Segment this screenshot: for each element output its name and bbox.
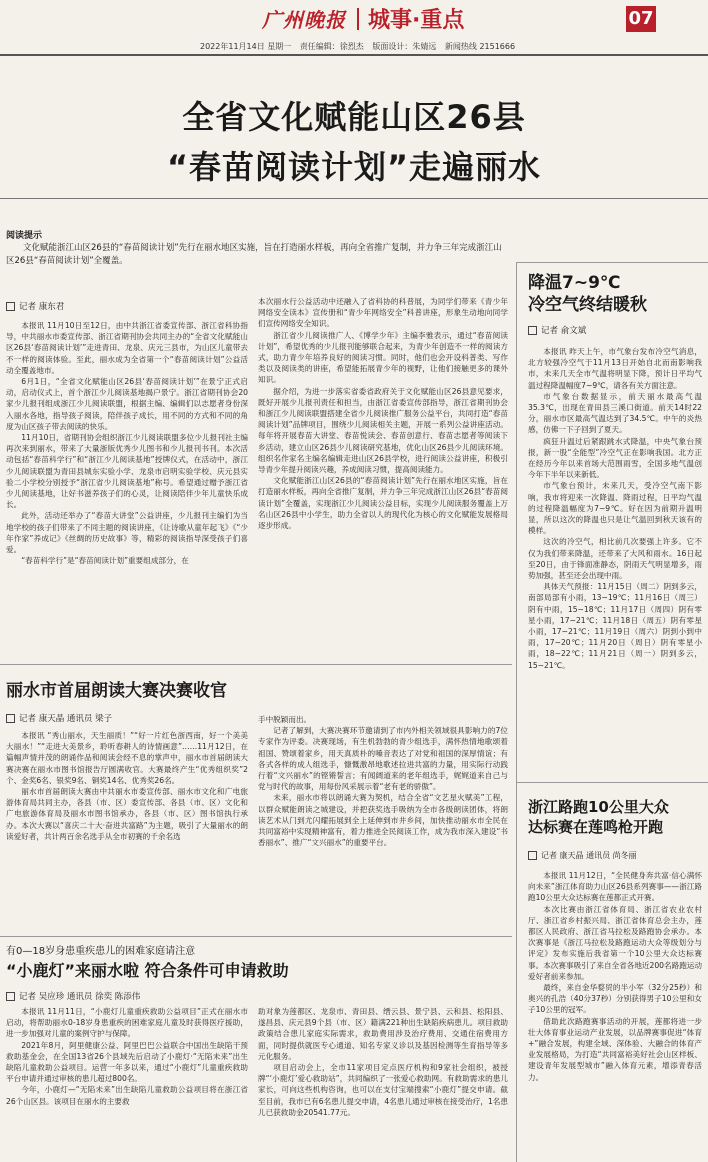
weather-byline-text: 记者 俞文斌: [541, 326, 587, 336]
byline-marker: [6, 714, 15, 723]
paragraph: 市气象台数据显示，前天丽水最高气温35.3℃，出现在青田县三溪口街道。前天14时22分，丽水市区最高气温达到了34.5℃。中午的炎热感，仿佛一下子回到了夏天。: [528, 391, 702, 435]
paragraph: 今年，小鹿灯—“无陷未来”出生缺陷儿童救助公益项目将在浙江省26个山区县。该项目在丽水的主要救: [6, 1085, 248, 1106]
running-title-1: 浙江路跑10公里大众: [528, 798, 669, 816]
weather-byline: [528, 324, 586, 336]
paragraph: 市气象台预计，未来几天，受冷空气南下影响，我市将迎来一次降温、降雨过程，日平均气温的过程降温幅度为7~9℃。好在因为前期升温明显，所以这次的降温也只是让气温回到秋天该有的模样。: [528, 481, 702, 536]
article2-title: 丽水市首届朗读大赛决赛收官: [6, 681, 227, 701]
paragraph: 助对象为莲都区、龙泉市、青田县、缙云县、景宁县、云和县、松阳县、遂昌县、庆元县9个县（市、区）籍满221种出生缺陷疾病患儿。项目救助政策结合患儿家庭实际需求，救助费用涉及治疗费用、交通住宿费用方面，同时提供就医专心通道、知名专家义诊以及基因检测等生育指导等多元化服务。: [258, 1007, 508, 1061]
article2-byline: [6, 712, 112, 724]
intro-text: 文化赋能浙江山区26县的“春苗阅读计划”先行在丽水地区实施，旨在打造丽水样板，再向全省推广复制，并力争三年完成浙江山区26县“春苗阅读计划”全覆盖。: [6, 243, 502, 266]
paragraph: 此外，活动还举办了“春苗大讲堂”公益讲座，少儿报刊主编们为当地学校的孩子们带来了不同主题的阅读讲座，《让诗歌从童年起飞》《“少年作家”养成记》《丝绸的历史故事》等，精彩的阅读指导深受孩子们喜爱。: [6, 511, 248, 555]
paragraph: 最终，来自金华婺贸的半小军（32分25秒）和奥兴的孔浩（40分37秒）分别获得男子10公里和女子10公里的冠军。: [528, 983, 702, 1015]
paragraph: 具体天气预报：11月15日（周二）阴到多云，南部局部有小雨，13~19℃；11月16日（周三）阴有中雨，15~18℃；11月17日（周四）阴有零星小雨，17~21℃；11月18日（周五）阴有零星小雨，17~21℃；11月19日（周六）阴到小到中雨，17~20℃；11月20日（周日）阴有零星小雨，18~22℃；11月21日（周一）阴到多云，15~21℃。: [528, 582, 702, 670]
paragraph: 据介绍，为进一步落实省委省政府关于文化赋能山区26县意见要求，既好开展少儿报刊责任和担当，由浙江省委宣传部指导，浙江省期刊协会和浙江少儿阅读联盟搭建全省少儿阅读推广服务公益平台，共同打造“春苗阅读计划”品牌项目，围绕少儿阅读相关主题，开展一系列公益讲座活动。每年将开展春苗大讲堂、春苗悦读会、春苗创意行、春苗志愿者等阅读下乡活动，建立山区26县少儿阅读研究基地，优化山区26县少儿阅读环境。组织名作家名主编名编辑走进山区26县学校，进行阅读公益讲座，积极引导青少年提升阅读兴趣，养成阅读习惯，提高阅读能力。: [258, 386, 508, 475]
paragraph: 本报讯 11月12日，“全民健身奔共富·信心满怀向未来”浙江体育助力山区26县系列赛事——浙江路跑10公里大众达标赛在莲都正式开赛。: [528, 871, 702, 903]
meta-designer: 版面设计：朱婧远: [372, 42, 437, 51]
article3-byline-text: 记者 吴应珍 通讯员 徐奕 陈添伟: [19, 992, 141, 1002]
article3-kicker: 有0—18岁身患重疾患儿的困难家庭请注意: [6, 946, 196, 957]
article1-byline: [6, 300, 64, 312]
weather-title-2: 冷空气终结暖秋: [528, 295, 647, 315]
paragraph: 手中脱颖而出。: [258, 715, 312, 724]
section-title: 城事·重点: [368, 8, 465, 33]
article3-col1: [6, 1006, 248, 1160]
headline-line2: “春苗阅读计划”走遍丽水: [166, 148, 542, 186]
paragraph: 本报讯 11月10日至12日，由中共浙江省委宣传部、浙江省科协指导，中共丽水市委宣传部、浙江省期刊协会共同主办的“全省文化赋能山区26县‘春苗阅读计划’”走进青田、龙泉、庆元三县市，为山区儿童带去不一样的阅读体验。至此，丽水成为全省第一个“春苗阅读计划”公益活动全覆盖地市。: [6, 321, 248, 375]
headline-rule: [0, 198, 708, 199]
paragraph: 未来，丽水市将以朗诵大赛为契机，结合全省“文艺星火赋美”工程，以群众赋能朗读之城建设，并把获奖选手吸纳为全市各级朗读团体，将朗读艺术从门到尤闪耀拓展到全上延伸到市井乡间，加快推动丽水市全民在共同富裕中实现精神富有，着力推进全民阅读工作，成为我市深入建设“书香丽水”、推广“文兴丽水”的重要平台。: [258, 793, 508, 848]
article3-title: “小鹿灯”来丽水啦 符合条件可申请救助: [6, 961, 289, 980]
article1-col2: [258, 296, 508, 652]
paragraph: 2021年8月，阿里健康公益、阿里巴巴公益联合中国出生缺陷干预救助基金会，在全国13省26个县域先后启动了小鹿灯·“无陷未来”出生缺陷儿童救助公益项目。运营一年多以来，通过“小鹿灯”儿童重疾救助平台申请并通过审核的患儿超过800名。: [6, 1040, 248, 1084]
page-number: 07: [626, 6, 656, 32]
paragraph: 项目启动会上，全市11家项目定点医疗机构和9家社会组织，被授牌“‘小鹿灯’爱心救助站”，共同编织了一张爱心救助网。有救助需求的患儿家长，可向这些机构咨询，也可以在支付宝端搜索“小鹿灯”提交申请。截至目前，我市已有6名患儿提交申请，4名患儿通过审核在接受治疗，1名患儿已获救助金20541.77元。: [258, 1063, 508, 1117]
paragraph: 本报讯 11月11日，“小鹿灯儿童重疾救助公益项目”正式在丽水市启动，将帮助丽水0-18岁身患重疾的困难家庭儿童及时获得医疗援助，进一步加强对儿童的案例守护与保障。: [6, 1007, 248, 1039]
article2-rule: [0, 664, 512, 665]
paragraph: 6月1日，“全省文化赋能山区26县‘春苗阅读计划’”在景宁正式启动，启动仪式上，首个浙江少儿阅读基地揭户景宁。浙江省期刊协会20家少儿报刊组成浙江少儿阅读联盟，根据主编、编辑们以志愿者身份深入丽水各地，指导孩子阅读，陪伴孩子成长，用不同的方式和不同的角度为山区孩子带去阅读的快乐。: [6, 377, 248, 431]
weather-body: [528, 346, 702, 776]
paragraph: 11月10日，省期刊协会组织浙江少儿阅读联盟多位少儿报刊社主编再次来到丽水，带来了大量浙版优秀少儿图书和少儿报刊书刊。本次活动包括“春苗科学行”和“浙江少儿阅读基地”授牌仪式，在活动中，浙江少儿阅读联盟为青田县城东实验小学、龙泉市启明实验学校、庆元县实验二小学校分别授予“浙江省少儿阅读基地”称号。希望通过赠予浙江省少儿阅读基地，让好书滋养孩子们的心灵，让阅读陪伴少年儿童快乐成长。: [6, 433, 248, 510]
paragraph: 本报讯 “秀山丽水，天生丽质！”“好一片红色浙西南，好一个美美大丽水！”“走进大美景乡，聆听春耕人的诗情画意”……11月12日，在篇幅声情并茂的朗诵作品和阅读会经不息的掌声中，丽水市首届朗读大赛决赛在丽水市图书馆报告厅圆满收官。大赛最终产生“优秀组织奖”2个、金奖6名、银奖9名、铜奖14名、优秀奖26名。: [6, 731, 248, 785]
paragraph: 这次的冷空气，相比前几次要强上许多。它不仅为我们带来降温，还带来了大风和雨水。16日起至20日，由于锋面准静态，阴雨天气明显增多，雨势加强，甚至还会出现中雨。: [528, 537, 702, 581]
top-rule: [0, 54, 708, 56]
article3-byline: [6, 990, 140, 1002]
article1-col1: [6, 320, 248, 652]
byline-marker: [6, 302, 15, 311]
byline-marker: [6, 992, 15, 1001]
page-meta: [200, 41, 521, 52]
article3-rule: [0, 936, 512, 937]
meta-editor: 责任编辑：徐烈杰: [299, 42, 364, 51]
right-column-divider: [516, 262, 517, 1162]
paragraph: 疯狂升温过后紧跟跳水式降温，中央气象台预报，新一股“全能型”冷空气正在影响我国。北方正在经历今年以来首场大范围雨雪，全国多地气温创今年下半年以来新低。: [528, 436, 702, 480]
paragraph: 文化赋能浙江山区26县的“春苗阅读计划”先行在丽水地区实施，旨在打造丽水样板，再向全省推广复制，并力争三年完成浙江山区26县“春苗阅读计划”全覆盖，实现浙江少儿阅读公益目标，实现少儿阅读服务覆盖上万名山区26县中小学生，助力全省以人的现代化为核心的文化赋能发展格局逐步形成。: [258, 476, 508, 531]
paragraph: 本次丽水行公益活动中还融入了省科协的科普展，为同学们带来《青少年网络安全读本》宣传册和“青少年网络安全”科普讲座，形象生动地向同学们宣传网络安全知识。: [258, 297, 508, 329]
paragraph: 浙江省少儿阅读推广人、《博学少年》主编李雅表示，通过“春苗阅读计划”，希望优秀的少儿报刊能够联合起来，为青少年创造不一样的阅读方式，助力青少年培养良好的阅读习惯。同时，他们也会开设科普类、写作类以及阅读类的讲座，希望能拓展青少年的视野，让他们接触更多的课外知识。: [258, 330, 508, 385]
headline-line1: 全省文化赋能山区26县: [182, 98, 526, 136]
meta-date: 2022年11月14日 星期一: [200, 42, 292, 51]
byline-marker: [528, 851, 537, 860]
running-byline: [528, 850, 637, 861]
article1-byline-text: 记者 康东君: [19, 302, 65, 312]
running-title-2: 达标赛在莲鸣枪开跑: [528, 818, 664, 836]
paragraph: 记者了解到，大赛决赛环节邀请到了市内外相关领域很具影响力的7位专家作为评委。决赛现场，有生机勃勃的青少组选手，满怀热情地歌颂着祖国、赞颂着家乡，用天真质朴的嗓音表达了对党和祖国的深厚情谊；有各式各样的成人组选手，慷慨激昂地歌述拉进共富的力量，用实际行动践行着“文兴丽水”的铿锵誓言；有闻阔道来的老年组选手，娓娓道来自己与党与时代的故事，用每份风采展示着“老有老的骄傲”。: [258, 726, 508, 792]
paragraph: 本报讯 昨天上午，市气象台发布冷空气消息，北方较强冷空气于11月13日开始自北而南影响我市，未来几天全市气温将明显下降，预计日平均气温过程降温幅度7~9℃，请各有关方面注意。: [528, 347, 702, 390]
intro-label: 阅读提示: [6, 231, 43, 241]
running-body: [528, 870, 702, 1160]
article2-col1: [6, 730, 248, 926]
newspaper-logo: 广州晚报: [262, 8, 346, 32]
running-byline-text: 记者 康天晶 通讯员 尚冬丽: [541, 851, 637, 860]
paragraph: 借助此次路跑赛事活动的开展，莲都将进一步壮大体育事业运动产业发展，以品牌赛事促进“体育+”融合发展，构建全域、深体验、大融合的体育产业发展格局，为打造“共同富裕美好社会山区样板、建设青年发展型城市”融入体育元素，增添青春活力。: [528, 1016, 702, 1082]
weather-title-1: 降温7~9℃: [528, 273, 621, 293]
meta-hotline: 新闻热线 2151666: [444, 42, 516, 51]
running-rule: [516, 782, 708, 783]
paragraph: 丽水市首届朗读大赛由中共丽水市委宣传部、丽水市文化和广电旅游体育局共同主办，各县（市、区）委宣传部、各县（市、区）文化和广电旅游体育局及丽水市图书馆承办，各县（市、区）图书馆执行承办。本次大赛以“喜庆二十大·奋进共富路”为主题，吸引了大量丽水的朗读爱好者，共计两百余名选手从全市初赛的千余名选: [6, 787, 248, 841]
paragraph: 本次比赛由浙江省体育局、浙江省农业农村厅、浙江省乡村振兴局、浙江省体育总会主办，莲都区人民政府、浙江省马拉松及路跑协会承办。本次赛事是《浙江马拉松及路跑运动大众等级划分与评定》发布实施后我省第一个10公里大众达标赛事。本次赛事吸引了来自全省各地近200名路跑运动爱好者前来参加。: [528, 904, 702, 981]
article2-col2: [258, 714, 508, 926]
masthead-divider: [357, 8, 359, 30]
article3-col2: [258, 1006, 508, 1160]
article2-byline-text: 记者 康天晶 通讯员 梁子: [19, 714, 113, 724]
paragraph: “春苗科学行”是“春苗阅读计划”重要组成部分，在: [21, 556, 189, 566]
right-top-rule: [516, 262, 708, 263]
byline-marker: [528, 326, 537, 335]
